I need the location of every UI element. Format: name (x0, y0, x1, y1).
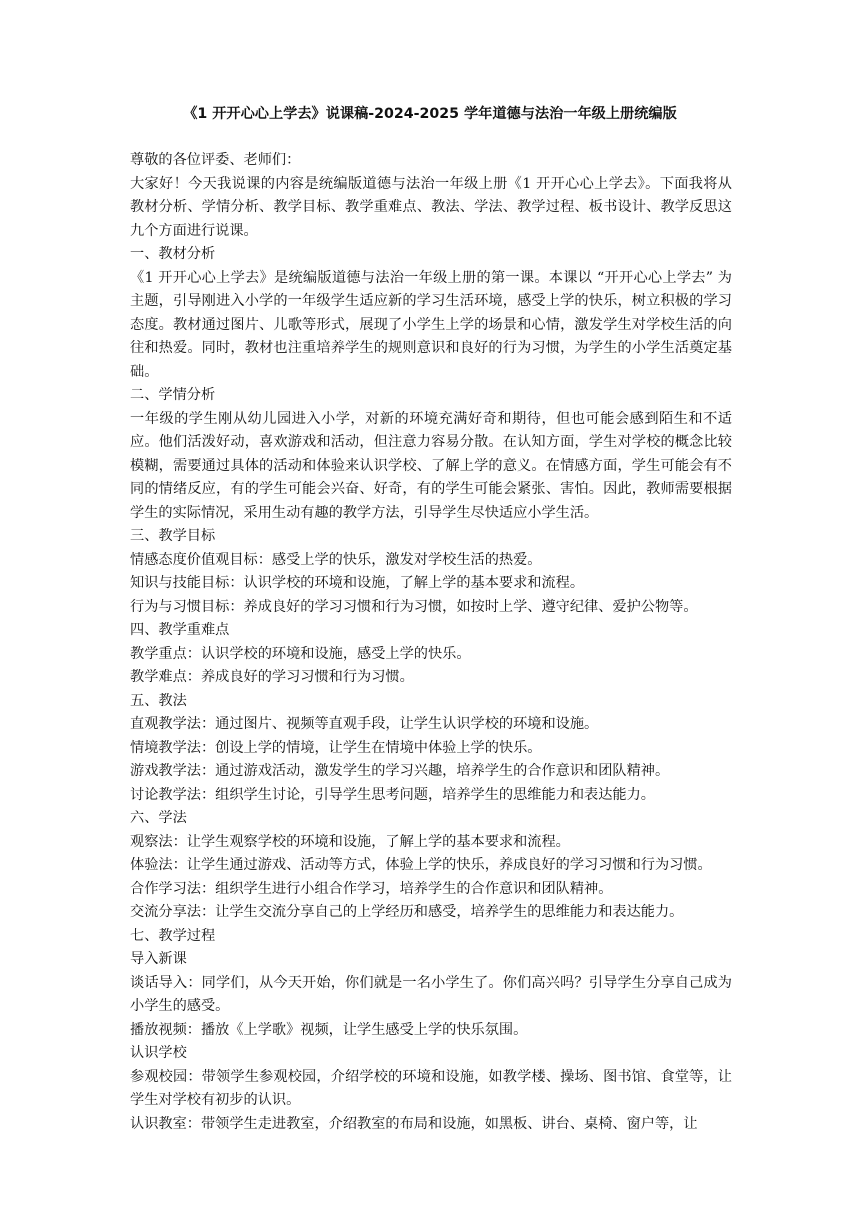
section-heading-student-analysis: 二、学情分析 (130, 387, 216, 403)
campus-tour-paragraph: 参观校园：带领学生参观校园，介绍学校的环境和设施，如教学楼、操场、图书馆、食堂等，让学生对学校有初步的认识。 (130, 1068, 732, 1108)
student-analysis-paragraph: 一年级的学生刚从幼儿园进入小学，对新的环境充满好奇和期待，但也可能会感到陌生和不适应。他们活泼好动，喜欢游戏和活动，但注意力容易分散。在认知方面，学生对学校的概念比较模糊，需要通过具体的活动和体验来认识学校、了解上学的意义。在情感方面，学生可能会有不同的情绪反应，有的学生可能会兴奋、好奇，有的学生可能会紧张、害怕。因此，教师需要根据学生的实际情况，采用生动有趣的教学方法，引导学生尽快适应小学生活。 (130, 410, 732, 521)
learning-method-item: 体验法：让学生通过游戏、活动等方式，体验上学的快乐，养成良好的学习习惯和行为习惯。 (130, 857, 712, 873)
teaching-method-item: 讨论教学法：组织学生讨论，引导学生思考问题，培养学生的思维能力和表达能力。 (130, 786, 655, 803)
goal-item: 情感态度价值观目标：感受上学的快乐，激发对学校生活的热爱。 (130, 551, 542, 568)
goal-item: 知识与技能目标：认识学校的环境和设施，了解上学的基本要求和流程。 (130, 575, 585, 591)
section-heading-textbook-analysis: 一、教材分析 (130, 246, 216, 262)
section-heading-key-difficult-points: 四、教学重难点 (130, 622, 230, 638)
subheading-introduction: 导入新课 (130, 951, 187, 967)
learning-method-item: 交流分享法：让学生交流分享自己的上学经历和感受，培养学生的思维能力和表达能力。 (130, 904, 684, 920)
key-point-item: 教学重点：认识学校的环境和设施，感受上学的快乐。 (130, 645, 471, 662)
document-body (130, 149, 732, 1136)
document-title: 《1 开开心心上学去》说课稿-2024-2025 学年道德与法治一年级上册统编版 (183, 106, 677, 122)
talk-introduction-paragraph: 谈话导入：同学们，从今天开始，你们就是一名小学生了。你们高兴吗？引导学生分享自己成为小学生的感受。 (130, 974, 732, 1014)
teaching-method-item: 直观教学法：通过图片、视频等直观手段，让学生认识学校的环境和设施。 (130, 716, 599, 732)
intro-paragraph: 大家好！今天我说课的内容是统编版道德与法治一年级上册《1 开开心心上学去》。下面我将从教材分析、学情分析、教学目标、教学重难点、教法、学法、教学过程、板书设计、教学反思这九个方面进行说课。 (130, 175, 732, 239)
teaching-method-item: 游戏教学法：通过游戏活动，激发学生的学习兴趣，培养学生的合作意识和团队精神。 (130, 763, 670, 779)
section-heading-teaching-goals: 三、教学目标 (130, 528, 216, 544)
goal-item: 行为与习惯目标：养成良好的学习习惯和行为习惯，如按时上学、遵守纪律、爱护公物等。 (130, 598, 698, 615)
key-point-item: 教学难点：养成良好的学习习惯和行为习惯。 (130, 669, 414, 685)
classroom-intro-line: 认识教室：带领学生走进教室，介绍教室的布局和设施，如黑板、讲台、桌椅、窗户等，让 (130, 1115, 698, 1132)
learning-method-item: 合作学习法：组织学生进行小组合作学习，培养学生的合作意识和团队精神。 (130, 880, 613, 897)
learning-method-item: 观察法：让学生观察学校的环境和设施，了解上学的基本要求和流程。 (130, 833, 570, 850)
play-video-item: 播放视频：播放《上学歌》视频，让学生感受上学的快乐氛围。 (130, 1021, 528, 1038)
teaching-method-item: 情境教学法：创设上学的情境，让学生在情境中体验上学的快乐。 (130, 739, 542, 756)
section-heading-teaching-methods: 五、教法 (130, 692, 187, 709)
subheading-know-school: 认识学校 (130, 1045, 187, 1061)
section-heading-teaching-process: 七、教学过程 (130, 927, 216, 944)
textbook-analysis-paragraph: 《1 开开心心上学去》是统编版道德与法治一年级上册的第一课。本课以 “开开心心上学去” 为主题，引导刚进入小学的一年级学生适应新的学习生活环境，感受上学的快乐，树立积极的学习态度。教材通过图片、儿歌等形式，展现了小学生上学的场景和心情，激发学生对学校生活的向往和热爱。同时，教材也注重培养学生的规则意识和良好的行为习惯，为学生的小学生活奠定基础。 (130, 269, 732, 380)
section-heading-learning-methods: 六、学法 (130, 810, 187, 826)
greeting: 尊敬的各位评委、老师们： (130, 152, 301, 168)
